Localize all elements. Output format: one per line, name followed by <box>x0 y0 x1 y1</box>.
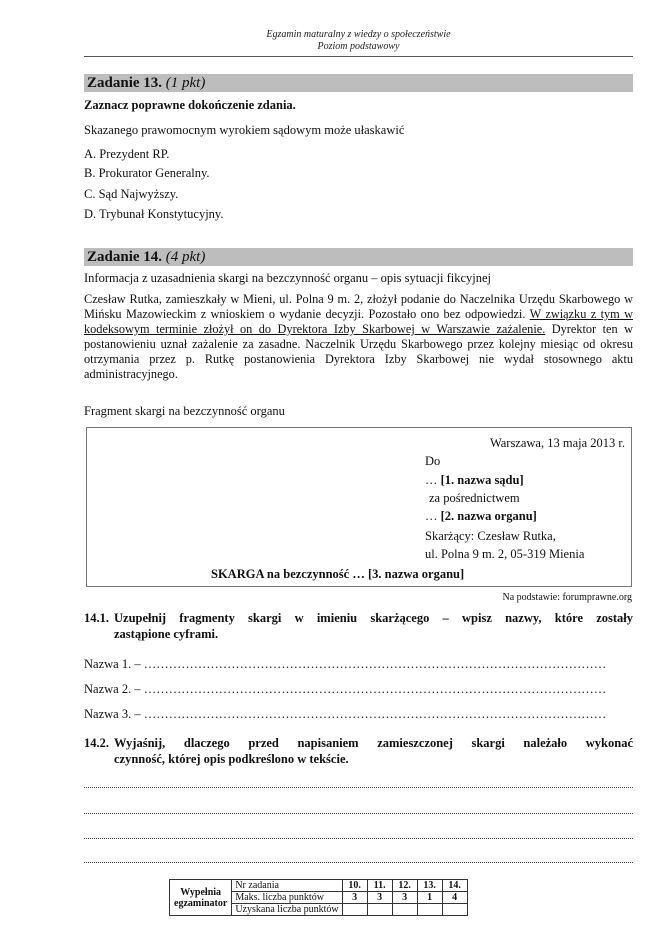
task13-option-b[interactable]: B. Prokurator Generalny. <box>84 166 210 180</box>
complaint-fragment-box <box>86 427 632 587</box>
answer-line-3[interactable]: Nazwa 3. – ………………………………………………………………………………………………… <box>84 707 607 721</box>
header-rule <box>84 56 633 57</box>
letter-court-line <box>425 473 524 488</box>
task13-title-bar <box>84 74 633 92</box>
letter-via: za pośrednictwem <box>429 491 520 505</box>
task14-title: Zadanie 14. <box>87 249 163 265</box>
score-table <box>169 879 468 916</box>
task13-option-a[interactable]: A. Prezydent RP. <box>84 147 170 161</box>
answer-writing-line-1[interactable] <box>84 787 633 788</box>
underlined-sentence: W związku z tym w kodeksowym terminie złożył on do Dyrektora Izby Skarbowej w Warszawie zażalenie. <box>84 307 633 336</box>
task13-option-d[interactable]: D. Trybunał Konstytucyjny. <box>84 207 224 221</box>
task14-title-bar <box>84 248 633 266</box>
fragment-label: Fragment skargi na bezczynność organu <box>84 404 285 418</box>
q142-text-line1: Wyjaśnij, dlaczego przed napisaniem zamieszczonej skargi należało wykonać <box>114 736 633 750</box>
obtained-points-cell[interactable] <box>342 904 367 916</box>
source-note: Na podstawie: forumprawne.org <box>502 592 632 603</box>
task13-instruction: Zaznacz poprawne dokończenie zdania. <box>84 98 296 112</box>
letter-place-date: Warszawa, 13 maja 2013 r. <box>489 436 625 450</box>
situation-text-start: Czesław Rutka, zamieszkały w Mieni, ul. Polna 9 m. 2, złożył podanie do Naczelnika Urzędu Skarbowego w Mińsku Mazowieckim z wnioskiem o wydanie decyzji. Pozostało ono bez odpowiedzi. <box>84 292 633 321</box>
letter-complainant: Skarżący: Czesław Rutka, <box>425 529 556 543</box>
examiner-label-1: Wypełnia <box>180 886 222 898</box>
task-number-cell: 13. <box>417 880 442 892</box>
letter-organ-line <box>425 509 537 524</box>
header-level: Poziom podstawowy <box>317 41 400 52</box>
obtained-points-cell[interactable] <box>392 904 417 916</box>
score-row-task-numbers <box>170 880 468 892</box>
obtained-points-cell[interactable] <box>442 904 467 916</box>
obtained-points-cell[interactable] <box>367 904 392 916</box>
task13-points: (1 pkt) <box>165 75 206 91</box>
examiner-label-2: egzaminator <box>174 897 228 909</box>
answer-writing-line-4[interactable] <box>84 862 633 863</box>
answer-line-2[interactable]: Nazwa 2. – ………………………………………………………………………………………………… <box>84 682 607 696</box>
obtained-points-cell[interactable] <box>417 904 442 916</box>
situation-text-end: Dyrektor ten w postanowieniu uznał zażalenie za zasadne. Naczelnik Urzędu Skarbowego przez kolejny miesiąc od okresu otrzymania przez p. Rutkę postanowienia Dyrektora Izby Skarbowej nie wydał stosownego aktu administracyjnego. <box>84 322 633 381</box>
max-points-cell: 3 <box>392 892 417 904</box>
q141-text-line1: Uzupełnij fragmenty skargi w imieniu skarżącego – wpisz nazwy, które zostały <box>114 611 633 625</box>
organ-dots: … <box>425 509 438 523</box>
task13-title: Zadanie 13. <box>87 75 163 91</box>
task13-option-c[interactable]: C. Sąd Najwyższy. <box>84 187 179 201</box>
task-number-cell: 14. <box>442 880 467 892</box>
page-header <box>84 29 633 53</box>
answer-line-1[interactable]: Nazwa 1. – ………………………………………………………………………………………………… <box>84 657 607 671</box>
letter-heading: SKARGA na bezczynność … [3. nazwa organu] <box>211 567 465 581</box>
q142-text-line2: czynność, której opis podkreślono w tekście. <box>114 752 349 766</box>
q141-text-line2: zastąpione cyframi. <box>114 627 219 641</box>
court-dots: … <box>425 473 438 487</box>
max-points-cell: 3 <box>342 892 367 904</box>
task-number-cell: 11. <box>367 880 392 892</box>
task-number-cell: 10. <box>342 880 367 892</box>
task14-situation-text <box>84 292 633 382</box>
answer-writing-line-3[interactable] <box>84 838 633 839</box>
row-label-task-number: Nr zadania <box>232 880 342 892</box>
max-points-cell: 3 <box>367 892 392 904</box>
letter-address: ul. Polna 9 m. 2, 05-319 Mienia <box>425 547 585 561</box>
task13-stem: Skazanego prawomocnym wyrokiem sądowym może ułaskawić <box>84 123 405 137</box>
letter-to: Do <box>425 454 441 468</box>
max-points-cell: 1 <box>417 892 442 904</box>
q142-number: 14.2. <box>84 736 109 750</box>
max-points-cell: 4 <box>442 892 467 904</box>
q141-number: 14.1. <box>84 611 109 625</box>
row-label-obtained-points: Uzyskana liczba punktów <box>232 904 342 916</box>
task14-points: (4 pkt) <box>165 249 206 265</box>
task14-intro: Informacja z uzasadnienia skargi na bezczynność organu – opis sytuacji fikcyjnej <box>84 271 492 285</box>
court-placeholder: [1. nazwa sądu] <box>440 473 524 487</box>
answer-writing-line-2[interactable] <box>84 813 633 814</box>
task-number-cell: 12. <box>392 880 417 892</box>
examiner-label-cell <box>170 880 232 916</box>
header-exam-title: Egzamin maturalny z wiedzy o społeczeństwie <box>266 29 451 40</box>
row-label-max-points: Maks. liczba punktów <box>232 892 342 904</box>
organ-placeholder: [2. nazwa organu] <box>440 509 537 523</box>
